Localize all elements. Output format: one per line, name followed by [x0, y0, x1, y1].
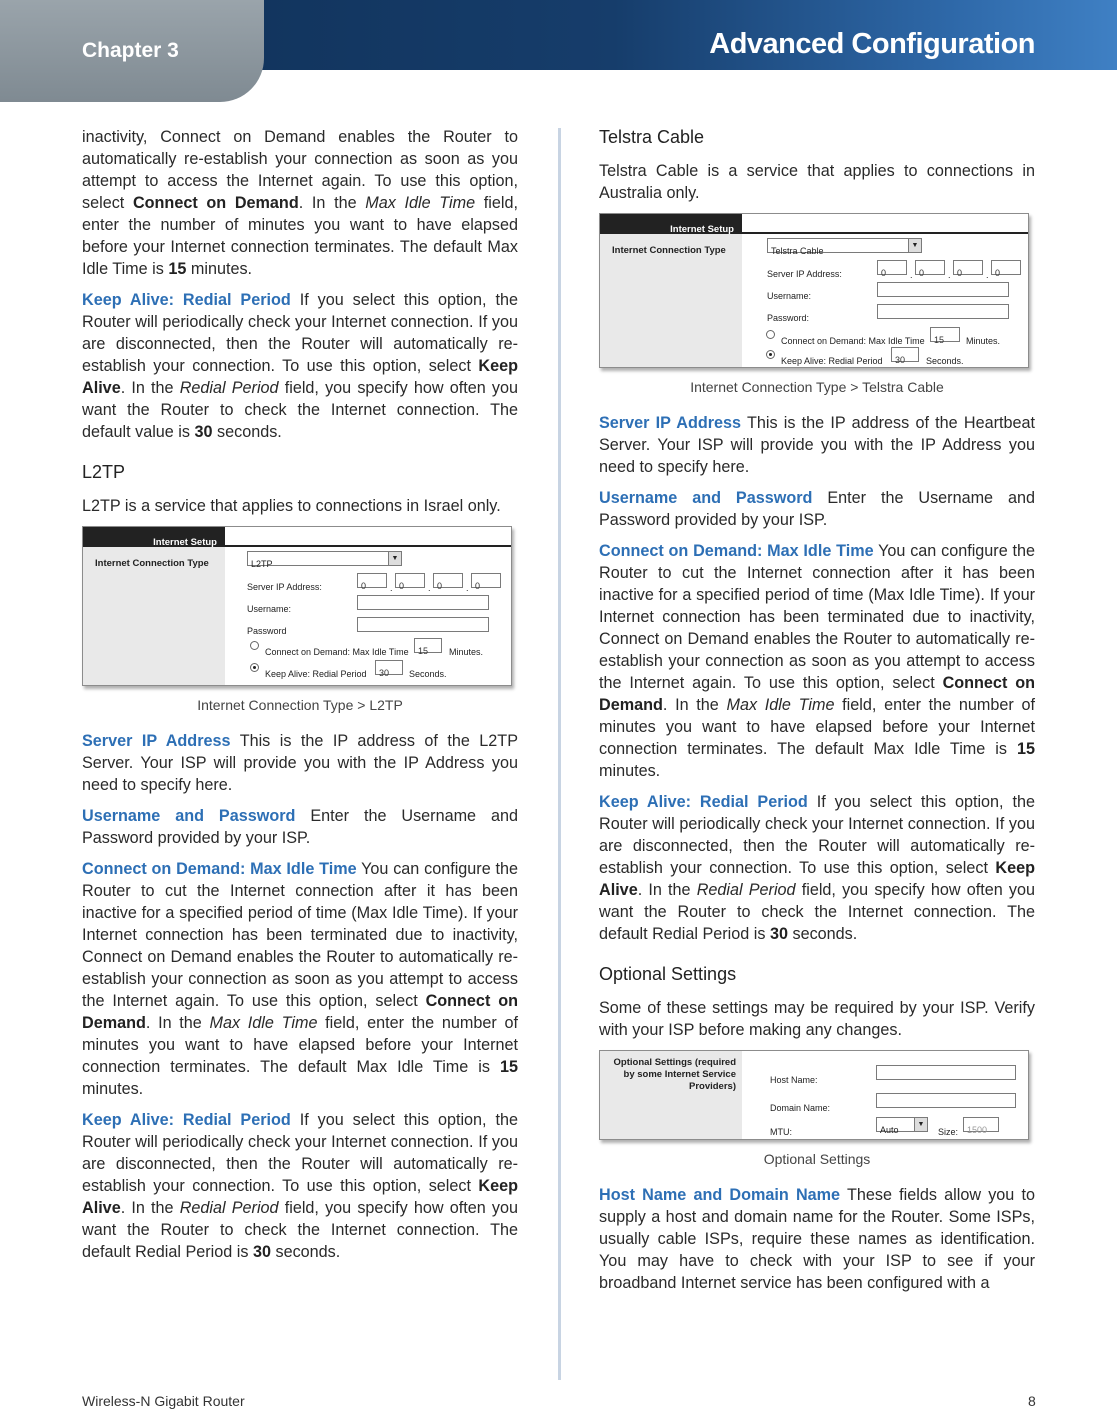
chapter-label: Chapter 3: [82, 39, 179, 62]
ka-unit: Seconds.: [926, 356, 964, 366]
paragraph: Connect on Demand: Max Idle Time You can configure the Router to cut the Internet connection after it has been inactive for a specified period of time (Max Idle Time). If your Internet connection has been terminated due to inactivity, Connect on Demand enables the Router to automatically re-establish your connection as soon as you attempt to access the Internet again. To use this option, select Connect on Demand. In the Max Idle Time field, enter the number of minutes you want to have elapsed before your Internet connection terminates. The default Max Idle Time is 15 minutes.: [599, 542, 1035, 780]
paragraph: Some of these settings may be required by your ISP. Verify with your ISP before making any changes.: [599, 999, 1035, 1039]
section-heading-telstra: Telstra Cable: [599, 127, 705, 147]
cod-label: Connect on Demand: Max Idle Time: [781, 336, 925, 346]
redial-period-input[interactable]: 30: [375, 660, 403, 675]
paragraph: Keep Alive: Redial Period If you select this option, the Router will periodically check your Internet connection. If you are disconnected, then the Router will automatically re-establish your connection. To use this option, select Keep Alive. In the Redial Period field, you specify how often you want the Router to check the Internet connection. The default Redial Period is 30 seconds.: [82, 1111, 519, 1261]
username-label: Username:: [767, 291, 812, 301]
host-name-input[interactable]: [876, 1065, 1016, 1080]
host-name-label: Host Name:: [770, 1075, 818, 1085]
connect-on-demand-radio[interactable]: [766, 330, 775, 339]
term: Host Name and Domain Name: [599, 1186, 841, 1204]
username-input[interactable]: [357, 595, 489, 610]
l2tp-screenshot: Internet Setup Internet Connection Type L2TP ▼ Server IP Address: 0 . 0 . 0 . 0 Username: Password Connect on Demand: Max Idle Time 15 Minutes. Keep Alive: Redial Period 30 Seconds.: [82, 526, 512, 686]
page-title: Advanced Configuration: [709, 28, 1035, 60]
paragraph: Username and Password Enter the Username and Password provided by your ISP.: [599, 489, 1035, 529]
left-column: [82, 126, 518, 1272]
max-idle-time-input[interactable]: 15: [414, 638, 442, 653]
server-ip-label: Server IP Address:: [767, 269, 842, 279]
username-input[interactable]: [877, 282, 1009, 297]
term: Username and Password: [82, 807, 296, 825]
server-ip-label: Server IP Address:: [247, 582, 322, 592]
footer-product: Wireless-N Gigabit Router: [82, 1393, 245, 1409]
paragraph: Telstra Cable is a service that applies to connections in Australia only.: [599, 162, 1035, 202]
term: Keep Alive: Redial Period: [599, 793, 808, 811]
term: Connect on Demand: Max Idle Time: [599, 542, 874, 560]
term: Keep Alive: Redial Period: [82, 1111, 291, 1129]
paragraph: inactivity, Connect on Demand enables the Router to automatically re-establish your connection as soon as you attempt to access the Internet again. To use this option, select Connect on Demand. In the Max Idle Time field, enter the number of minutes you want to have elapsed before your Internet connection terminates. The default Max Idle Time is 15 minutes.: [82, 128, 518, 278]
page-number: 8: [1028, 1393, 1036, 1409]
ip-octet-1[interactable]: 0: [877, 260, 907, 275]
fig-label: Internet Connection Type: [612, 245, 726, 256]
paragraph: Keep Alive: Redial Period If you select this option, the Router will periodically check your Internet connection. If you are disconnected, then the Router will automatically re-establish your connection. To use this option, select Keep Alive. In the Redial Period field, you specify how often you want the Router to check the Internet connection. The default Redial Period is 30 seconds.: [599, 793, 1036, 943]
term: Connect on Demand: Max Idle Time: [82, 860, 357, 878]
domain-name-input[interactable]: [876, 1093, 1016, 1108]
ip-octet-4[interactable]: 0: [991, 260, 1021, 275]
ip-octet-3[interactable]: 0: [433, 573, 463, 588]
paragraph: Keep Alive: Redial Period If you select this option, the Router will periodically check your Internet connection. If you are disconnected, then the Router will automatically re-establish your connection. To use this option, select Keep Alive. In the Redial Period field, you specify how often you want the Router to check the Internet connection. The default value is 30 seconds.: [82, 291, 519, 441]
section-heading-l2tp: L2TP: [82, 462, 126, 482]
term: Server IP Address: [599, 414, 742, 432]
ka-label: Keep Alive: Redial Period: [781, 356, 883, 366]
figure-caption: Internet Connection Type > Telstra Cable: [690, 379, 944, 395]
ip-octet-2[interactable]: 0: [915, 260, 945, 275]
optional-settings-screenshot: [599, 1050, 1029, 1140]
chevron-down-icon: ▼: [908, 239, 921, 252]
column-divider: [558, 128, 561, 1380]
paragraph: Username and Password Enter the Username and Password provided by your ISP.: [82, 807, 518, 847]
mtu-label: MTU:: [770, 1127, 792, 1137]
paragraph: Host Name and Domain Name These fields allow you to supply a host and domain name for the Router. Some ISPs, usually cable ISPs, require these names as identification. You may have to check with your ISP to see if your broadband Internet service has been configured with a: [599, 1186, 1035, 1292]
password-label: Password: [247, 626, 287, 636]
chevron-down-icon: ▼: [914, 1118, 927, 1131]
cod-unit: Minutes.: [449, 647, 484, 657]
ka-unit: Seconds.: [409, 669, 447, 679]
fig-label: Internet Connection Type: [95, 558, 209, 569]
figure-caption: Optional Settings: [763, 1151, 871, 1167]
term: Server IP Address: [82, 732, 231, 750]
figure-caption: Internet Connection Type > L2TP: [197, 697, 403, 713]
ip-octet-1[interactable]: 0: [357, 573, 387, 588]
term: Keep Alive: Redial Period: [82, 291, 291, 309]
right-column: [599, 126, 1035, 1303]
paragraph: Server IP Address This is the IP address of the Heartbeat Server. Your ISP will provide you with the IP Address you need to specify here.: [599, 414, 1035, 476]
connect-on-demand-radio[interactable]: [250, 641, 259, 650]
ip-octet-4[interactable]: 0: [471, 573, 501, 588]
fig-label: Optional Settings (required by some Internet Service Providers): [613, 1057, 736, 1092]
password-input[interactable]: [357, 617, 489, 632]
size-input[interactable]: 1500: [963, 1117, 999, 1132]
cod-label: Connect on Demand: Max Idle Time: [265, 647, 409, 657]
cod-unit: Minutes.: [966, 336, 1001, 346]
password-label: Password:: [767, 313, 810, 323]
telstra-screenshot: Internet Setup Internet Connection Type Telstra Cable ▼ Server IP Address: 0 . 0 . 0 . 0 Username: Password: Connect on Demand: Max Idle Time 15 Minutes. Keep Alive: Redial Period 30 Seconds.: [599, 213, 1029, 368]
mtu-select[interactable]: Auto ▼: [876, 1117, 928, 1132]
paragraph: Connect on Demand: Max Idle Time You can configure the Router to cut the Internet connection after it has been inactive for a specified period of time (Max Idle Time). If your Internet connection has been terminated due to inactivity, Connect on Demand enables the Router to automatically re-establish your connection as soon as you attempt to access the Internet again. To use this option, select Connect on Demand. In the Max Idle Time field, enter the number of minutes you want to have elapsed before your Internet connection terminates. The default Max Idle Time is 15 minutes.: [82, 860, 518, 1098]
connection-type-select[interactable]: L2TP ▼: [247, 551, 402, 566]
fig-head: Internet Setup: [83, 527, 225, 547]
ka-label: Keep Alive: Redial Period: [265, 669, 367, 679]
connection-type-select[interactable]: Telstra Cable ▼: [767, 238, 922, 253]
term: Username and Password: [599, 489, 813, 507]
redial-period-input[interactable]: 30: [891, 347, 919, 362]
paragraph: L2TP is a service that applies to connections in Israel only.: [82, 497, 501, 515]
paragraph: Server IP Address This is the IP address of the L2TP Server. Your ISP will provide you with the IP Address you need to specify here.: [82, 732, 518, 794]
password-input[interactable]: [877, 304, 1009, 319]
ip-octet-2[interactable]: 0: [395, 573, 425, 588]
username-label: Username:: [247, 604, 292, 614]
size-label: Size:: [938, 1127, 959, 1137]
keep-alive-radio[interactable]: [766, 350, 775, 359]
chevron-down-icon: ▼: [388, 552, 401, 565]
fig-head: Internet Setup: [600, 214, 742, 234]
keep-alive-radio[interactable]: [250, 663, 259, 672]
domain-name-label: Domain Name:: [770, 1103, 831, 1113]
max-idle-time-input[interactable]: 15: [930, 327, 960, 342]
ip-octet-3[interactable]: 0: [953, 260, 983, 275]
section-heading-optional: Optional Settings: [599, 964, 737, 984]
